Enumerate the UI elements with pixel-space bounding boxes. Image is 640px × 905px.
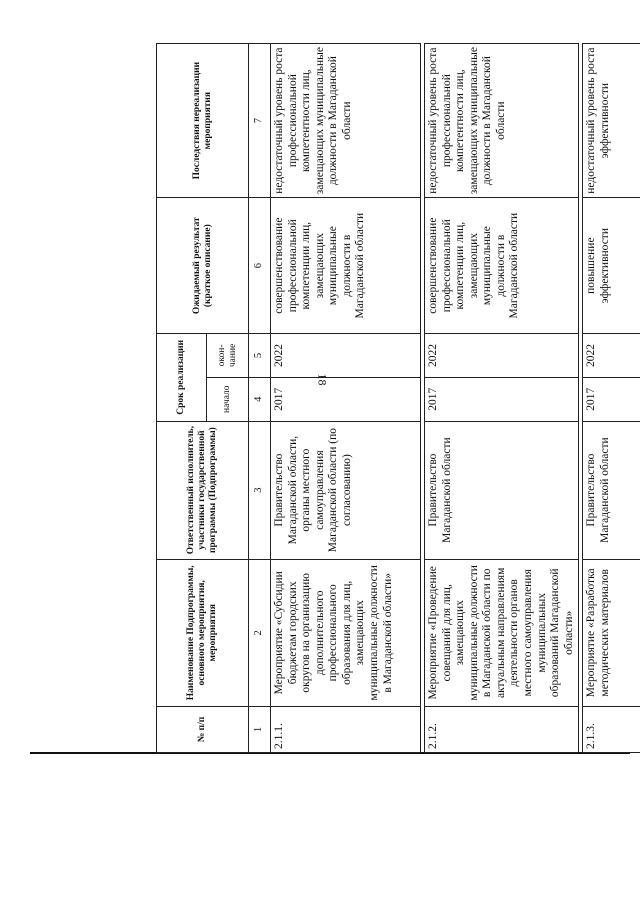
row-consequences: недостаточный уровень роста эффективности — [583, 44, 640, 198]
header-num: № п/п — [157, 706, 249, 752]
row-executor: Правительство Магаданской области — [583, 421, 640, 559]
table-row — [425, 44, 579, 753]
row-result: совершенствование профессиональной компетенции лиц, замещающих муниципальные должности в Магаданской области — [425, 198, 579, 334]
header-term-start: начало — [207, 377, 249, 421]
column-number: 5 — [249, 334, 271, 378]
row-consequences: недостаточный уровень роста профессиональной компетентности лиц, замещающих муниципальные должности в Магаданской области — [425, 44, 579, 198]
row-executor: Правительство Магаданской области, органы местного самоуправления Магаданской области (по согласованию) — [271, 421, 421, 559]
row-executor: Правительство Магаданской области — [425, 421, 579, 559]
row-end: 2022 — [425, 334, 579, 378]
row-start: 2017 — [425, 377, 579, 421]
header-term-end: окон- чание — [207, 334, 249, 378]
table-row — [271, 44, 421, 753]
column-number-row — [249, 44, 271, 753]
header-term: Срок реализации — [157, 334, 207, 421]
header-name: Наименование Подпрограммы, основного мероприятия, мероприятия — [157, 559, 249, 706]
row-end: 2022 — [271, 334, 421, 378]
row-name: Мероприятие «Субсидии бюджетам городских округов на организацию дополнительного профессионального образования для лиц, замещающих муниципальные должности в Магаданской области» — [271, 559, 421, 706]
rotated-table-container — [156, 43, 631, 753]
row-num: 2.1.1. — [271, 706, 421, 752]
row-start: 2017 — [271, 377, 421, 421]
row-start: 2017 — [583, 377, 640, 421]
row-result: совершенствование профессиональной компетенции лиц, замещающих муниципальные должности в Магаданской области — [271, 198, 421, 334]
header-result: Ожидаемый результат (краткое описание) — [157, 198, 249, 334]
header-executor: Ответственный исполнитель, участники государственной программы (Подпрограммы) — [157, 421, 249, 559]
column-number: 6 — [249, 198, 271, 334]
row-result: повышение эффективности — [583, 198, 640, 334]
row-consequences: недостаточный уровень роста профессиональной компетентности лиц, замещающих муниципальные должности в Магаданской области — [271, 44, 421, 198]
column-number: 2 — [249, 559, 271, 706]
column-number: 3 — [249, 421, 271, 559]
column-number: 4 — [249, 377, 271, 421]
header-consequences: Последствия нереализации мероприятия — [157, 44, 249, 198]
row-num: 2.1.2. — [425, 706, 579, 752]
row-name: Мероприятие «Разработка методических материалов — [583, 559, 640, 706]
measures-table — [156, 43, 640, 753]
page-number: 18 — [315, 373, 330, 386]
row-name: Мероприятие «Проведение совещаний для лиц, замещающих муниципальные должности в Магаданской области по актуальным направлениям деятельности органов местного самоуправления муниципальных образований Магаданской области» — [425, 559, 579, 706]
row-end: 2022 — [583, 334, 640, 378]
column-number: 1 — [249, 706, 271, 752]
column-number: 7 — [249, 44, 271, 198]
row-num: 2.1.3. — [583, 706, 640, 752]
table-row — [583, 44, 640, 753]
